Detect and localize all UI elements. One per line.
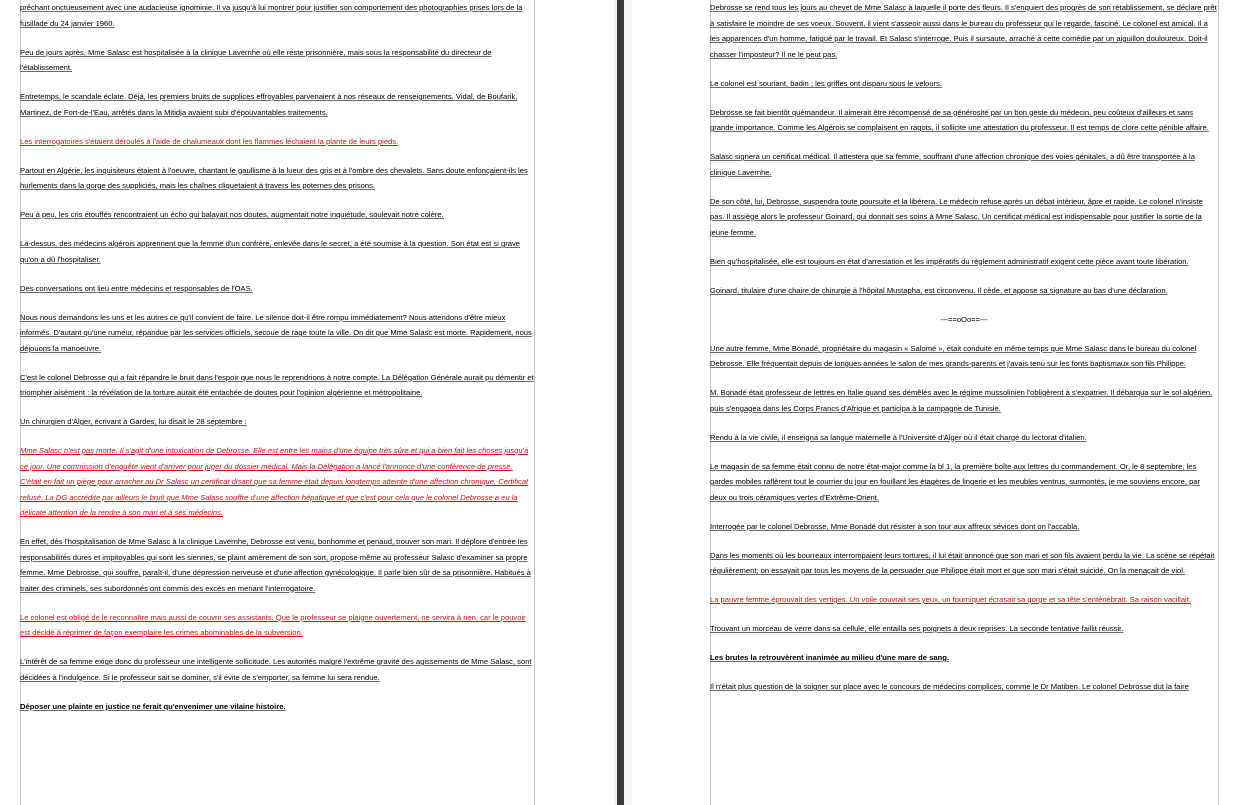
paragraph: Des conversations ont lieu entre médecins et responsables de l'OAS. — [20, 283, 253, 293]
paragraph: Interrogée par le colonel Debrosse, Mme Bonadé dut résister à son tour aux affreux sévices dont on l'accabla. — [710, 521, 1080, 531]
paragraph: Bien qu'hospitalisée, elle est toujours en état d'arrestation et les impératifs du règlement administratif exigent cette pièce avant toute libération. — [710, 256, 1189, 266]
paragraph: Peu à peu, les cris étouffés rencontraient un écho qui balayait nos doutes, augmentait notre inquiétude, soulevait notre colère. — [20, 210, 444, 219]
paragraph: Dans les moments où les bourreaux interrompaient leurs tortures, il lui était annoncé que son mari et son fils avaient perdu la vie. La scène se répétait régulièrement; on essayait par tous les moyens de la persuader que Philippe était mort et que son mari s'était suicidé. On la menaçait de viol. — [710, 550, 1215, 575]
paragraph: De son côté, lui, Debrosse, suspendra toute poursuite et la libérera. Le médecin refuse après un débat intérieur, âpre et rapide. Le colonel n'insiste pas. Il assiège alors le professeur Goinard, qui donnait ses soins à Mme Salasc. Un certificat médical est indispensable pour justifier la sortie de la jeune femme. — [710, 196, 1203, 237]
paragraph: Le colonel est souriant, badin ; les griffes ont disparu sous le velours. — [710, 78, 943, 88]
paragraph: Rendu à la vie civile, il enseigna sa langue maternelle à l'Université d'Alger où il était chargé du lectorat d'italien. — [710, 432, 1087, 442]
paragraph: Le magasin de sa femme était connu de notre état-major comme la bl 1, la première boîte aux lettres du commandement. Or, le 8 septembre, les gardes mobiles raflèrent tout le courrier du jour en fouillant les étagères de lingerie et les meubles ventrus, surmontés, je me souviens encore, par deux ou trois céramiques vertes d'Extrême-Orient. — [710, 461, 1201, 502]
paragraph: C'est le colonel Debrosse qui a fait répandre le bruit dans l'espoir que nous le reprendrions à notre compte. La Délégation Générale aurait pu démentir et triompher aisément : la révélation de la torture aurait été entachée de doutes pour l'opinion algérienne et métropolitaine. — [20, 372, 534, 397]
paragraph: Trouvant un morceau de verre dans sa cellule, elle entailla ses poignets à deux reprises. La seconde tentative faillit réussir. — [710, 624, 1124, 633]
paragraph: Les interrogatoires s'étaient déroulés à l'aide de chalumeaux dont les flammes léchaient la plante de leurs pieds. — [20, 136, 399, 146]
paragraph: Partout en Algérie, les inquisiteurs étaient à l'oeuvre, chantant le gaullisme à la lueur des gris et à l'ombre des chevalets. Sans doute enfonçaient-ils les hurlements dans la gorge des suppliciés, mais les chaînes cliquetaient à travers les poternes des prisons. — [20, 165, 528, 190]
page-divider-bar — [617, 0, 624, 805]
paragraph: ---==oOo==--- — [940, 314, 988, 324]
paragraph: Entretemps, le scandale éclate. Déjà, les premiers bruits de supplices effroyables parvenaient à nos réseaux de renseignements. Vidal, de Boufarik, Martinez, de Fort-de-l'Eau, arrêtés dans la Mitidja avaient subi d'épouvantables traitements. — [20, 92, 518, 117]
paragraph: M. Bonadé était professeur de lettres en Italie quand ses démêlés avec le régime mussolinien l'obligèrent à s'expatrier. Il débarqua sur le sol algérien, puis s'engagea dans les Corps Francs d'Afrique et participa à la campagne de Tunisie. — [710, 388, 1213, 413]
paragraph: Nous nous demandons les uns et les autres ce qu'il convient de faire. Le silence doit-il être rompu immédiatement? Nous attendons d'être mieux informés. D'autant qu'une rumeur, répandue par les services officiels, secoue de rage toute la ville. On dit que Mme Salasc est morte. Rapidement, nous déjouons la manoeuvre. — [20, 312, 532, 353]
paragraph: Le colonel est obligé de le reconnaître mais aussi de couvrir ses assistants. Que le professeur se plaigne ouvertement, ne servira à rien, car le pouvoir est décidé à réprimer de façon exemplaire les crimes abominables de la subversion. — [20, 612, 526, 637]
page-separator — [614, 0, 632, 805]
paragraph: Debrosse se fait bientôt quémandeur. Il aimerait être récompensé de sa générosité par un bon geste du médecin, peu coûteux d'ailleurs et sans grande importance. Comme les Algérois se complaisent en ragots, il sollicite une attestation du professeur. Il est temps de clore cette pénible affaire. — [710, 107, 1209, 132]
right-margin-line — [534, 0, 535, 805]
paragraph: Mme Salasc n'est pas morte. Il s'agit d'une intoxication de Debrosse. Elle est entre les mains d'une équipe très sûre et qui a bien fait les choses jusqu'à ce jour. Une commission d'enquête vient d'arriver pour juger du dossier médical. Mais la Délégation a lancé l'annonce d'une conférence de presse. C'était en fait un piège pour arracher au Dr Salasc un certificat disant que sa femme était depuis longtemps atteinte d'une affection chronique. Certificat refusé. La DG accrédite par ailleurs le bruit que Mme Salasc souffre d'une affection hépatique et que c'est pour cela que le colonel Debrosse a eu la délicate attention de la rendre à son mari et à ses médecins. — [20, 446, 529, 517]
paragraph: Là-dessus, des médecins algérois apprennent que la femme d'un confrère, enlevée dans le secret, a été soumise à la question. Son état est si grave qu'on a dû l'hospitaliser. — [20, 239, 520, 264]
paragraph: Peu de jours après, Mme Salasc est hospitalisée à la clinique Lavernhe où elle reste prisonnière, mais sous la responsabilité du directeur de l'établissement. — [20, 47, 492, 72]
right-document-page — [632, 0, 1237, 805]
paragraph: Déposer une plainte en justice ne ferait qu'envenimer une vilaine histoire. — [20, 701, 286, 711]
right-page-body — [710, 0, 1218, 708]
paragraph: Il n'était plus question de la soigner sur place avec le concours de médecins complices, comme le Dr Matiben. Le colonel Debrosse dut la faire — [710, 682, 1189, 691]
paragraph: Un chirurgien d'Alger, écrivant à Gardes, lui disait le 28 septembre : — [20, 417, 247, 426]
left-document-page — [0, 0, 614, 805]
paragraph: L'intérêt de sa femme exige donc du professeur une intelligente sollicitude. Les autorités malgré l'extrême gravité des agissements de Mme Salasc, sont décidées à l'indulgence. Si le professeur sait se dominer, s'il évite de s'emporter, sa femme lui sera rendue. — [20, 657, 532, 682]
paragraph: Goinard, titulaire d'une chaire de chirurgie à l'hôpital Mustapha, est circonvenu. Il cède, et appose sa signature au bas d'une déclaration. — [710, 285, 1168, 295]
paragraph: Une autre femme, Mme Bonadé, propriétaire du magasin « Salomé », était conduite en même temps que Mme Salasc dans le bureau du colonel Debrosse. Elle fréquentait depuis de longues années le salon de mes grands-parents et j'avais tenu sur les fonts baptismaux son fils Philippe. — [710, 343, 1197, 368]
paragraph: Les brutes la retrouvèrent inanimée au milieu d'une mare de sang. — [710, 653, 949, 662]
right-margin-line — [1218, 0, 1219, 805]
paragraph: Salasc signera un certificat médical. Il attestera que sa femme, souffrant d'une affection chronique des voies génitales, a dû être transportée à la clinique Lavernhe. — [710, 152, 1195, 177]
paragraph: Debrosse se rend tous les jours au chevet de Mme Salasc à laquelle il porte des fleurs. Il s'enquiert des progrès de son rétablissement, se déclare prêt à satisfaire le moindre de ses voeux. Souvent, il vient s'asseoir aussi dans le bureau du professeur qui le regarde, fasciné. Le colonel est amical. Il a les apparences d'un homme, fatigué par le travail. Et Salasc s'interroge. Puis il sursaute, arraché à cette comédie par un aiguillon douloureux. Doit-il chasser l'imposteur? Il ne le peut pas. — [710, 3, 1217, 59]
left-page-body — [20, 0, 534, 728]
paragraph: La pauvre femme éprouvait des vertiges. Un voile couvrait ses yeux, un fourniquet écrasait sa gorge et sa tête s'enténébrait. Sa raison vacillait. — [710, 595, 1191, 604]
paragraph: En effet, dès l'hospitalisation de Mme Salasc à la clinique Lavernhe, Debrosse est venu, bonhomme et penaud, trouver son mari. Il déplore d'entrée les responsabilités dures et impitoyables qui sont les siennes, se plaint amèrement de son sort, propose même au professeur Salasc d'examiner sa propre femme. Mme Debrosse, qui souffre, paraît-il, d'une dépression nerveuse et d'une affection gynécologique. Il parle bien sûr de sa prisonnière. Habitués à traiter des criminels, ses subordonnés ont commis des excès en menant l'interrogatoire. — [20, 537, 531, 593]
paragraph: prêchant onctueusement avec une audacieuse ignominie. Il va jusqu'à lui montrer pour justifier son comportement des photographies prises lors de la fusillade du 24 janvier 1960. — [20, 3, 523, 28]
